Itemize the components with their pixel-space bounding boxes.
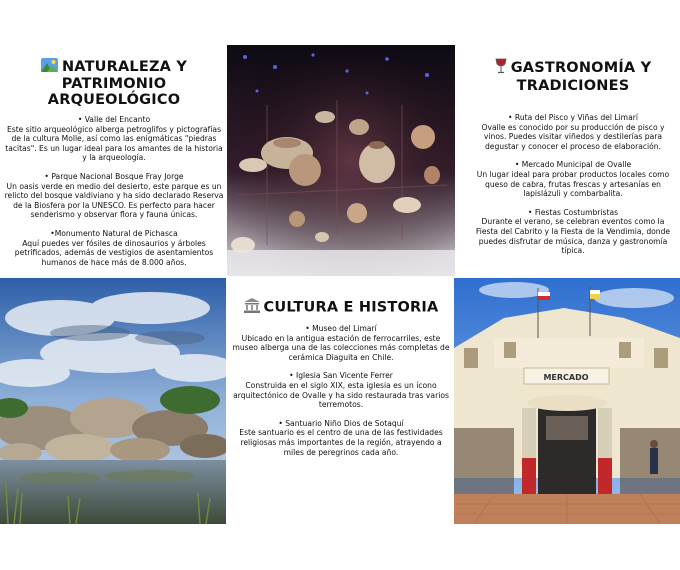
entry-desc: Este santuario es el centro de una de las festividades religiosas más importantes de la región, atrayendo a miles de peregrinos cada año.	[239, 428, 443, 457]
entry-desc: Este sitio arqueológico alberga petroglifos y pictografías de la cultura Molle, así como las enigmáticas "piedras tacitas". Es un lugar ideal para los amantes de la historia y la arqueología.	[5, 124, 223, 163]
entry-name: • Valle del Encanto	[77, 115, 151, 124]
culture-entry	[232, 419, 450, 457]
entry-desc: Un oasis verde en medio del desierto, este parque es un relicto del bosque valdiviano y ha sido declarado Reserva de la Biosfera por la UNESCO. Es perfecto para hacer senderismo y observar flora y fauna únicas.	[4, 181, 224, 220]
entry-name: • Iglesia San Vicente Ferrer	[289, 371, 393, 381]
classical-building-icon	[244, 298, 260, 317]
entry-name: • Fiestas Costumbristas	[527, 207, 619, 217]
nature-title-line1: NATURALEZA Y PATRIMONIO	[61, 59, 188, 92]
entry-name: • Ruta del Pisco y Viñas del Limarí	[508, 113, 638, 122]
entry-name: • Mercado Municipal de Ovalle	[514, 160, 632, 170]
nature-title-line2: ARQUEOLÓGICO	[47, 92, 181, 108]
valley-landscape-photo	[0, 278, 226, 524]
entry-name: • Santuario Niño Dios de Sotaquí	[278, 418, 404, 428]
gastro-title-line1: GASTRONOMÍA Y	[510, 60, 652, 76]
entry-desc: Construida en el siglo XIX, esta iglesia es un ícono arquitectónico de Ovalle y ha sido restaurada tras varios terremotos.	[233, 380, 449, 410]
gastro-heading	[470, 58, 676, 94]
entry-name: • Museo del Limarí	[305, 324, 377, 333]
nature-entry	[2, 172, 226, 220]
wine-glass-icon	[495, 58, 507, 78]
gastro-panel	[470, 58, 676, 265]
gastro-entry	[470, 208, 676, 256]
entry-desc: Durante el verano, se celebran eventos como la Fiesta del Cabrito y la Fiesta de la Vendimia, donde puedes disfrutar de música, danza y gastronomía típica.	[475, 217, 671, 256]
nature-heading	[2, 58, 226, 108]
culture-panel	[232, 298, 450, 466]
gastro-entry	[470, 160, 676, 198]
nature-entry	[2, 229, 226, 267]
entry-desc: Aquí puedes ver fósiles de dinosaurios y árboles petrificados, además de vestigios de asentamientos humanos de hace más de 8.000 años.	[14, 238, 214, 267]
entry-desc: Ubicado en la antigua estación de ferrocarriles, este museo alberga una de las colecciones más completas de cerámica Diaguita en Chile.	[232, 333, 450, 362]
culture-entry	[232, 324, 450, 362]
culture-heading	[232, 298, 450, 317]
culture-entry	[232, 371, 450, 409]
entry-desc: Un lugar ideal para probar productos locales como queso de cabra, frutas frescas y artesanías en lapislázuli y combarbalita.	[476, 169, 670, 199]
entry-desc: Ovalle es conocido por su producción de pisco y vinos. Puedes visitar viñedos y destilerías para degustar y conocer el proceso de elaboración.	[481, 122, 665, 151]
market-building-photo	[454, 278, 680, 524]
nature-panel	[2, 58, 226, 276]
entry-name: •Monumento Natural de Pichasca	[50, 228, 178, 238]
culture-title: CULTURA E HISTORIA	[263, 299, 439, 316]
gastro-entry	[470, 113, 676, 151]
nature-entry	[2, 115, 226, 163]
market-sign-text: MERCADO	[543, 373, 589, 382]
entry-name: • Parque Nacional Bosque Fray Jorge	[44, 171, 184, 181]
landscape-icon	[41, 58, 58, 76]
gastro-title-line2: TRADICIONES	[516, 78, 630, 94]
museum-ceramics-photo	[227, 45, 455, 276]
